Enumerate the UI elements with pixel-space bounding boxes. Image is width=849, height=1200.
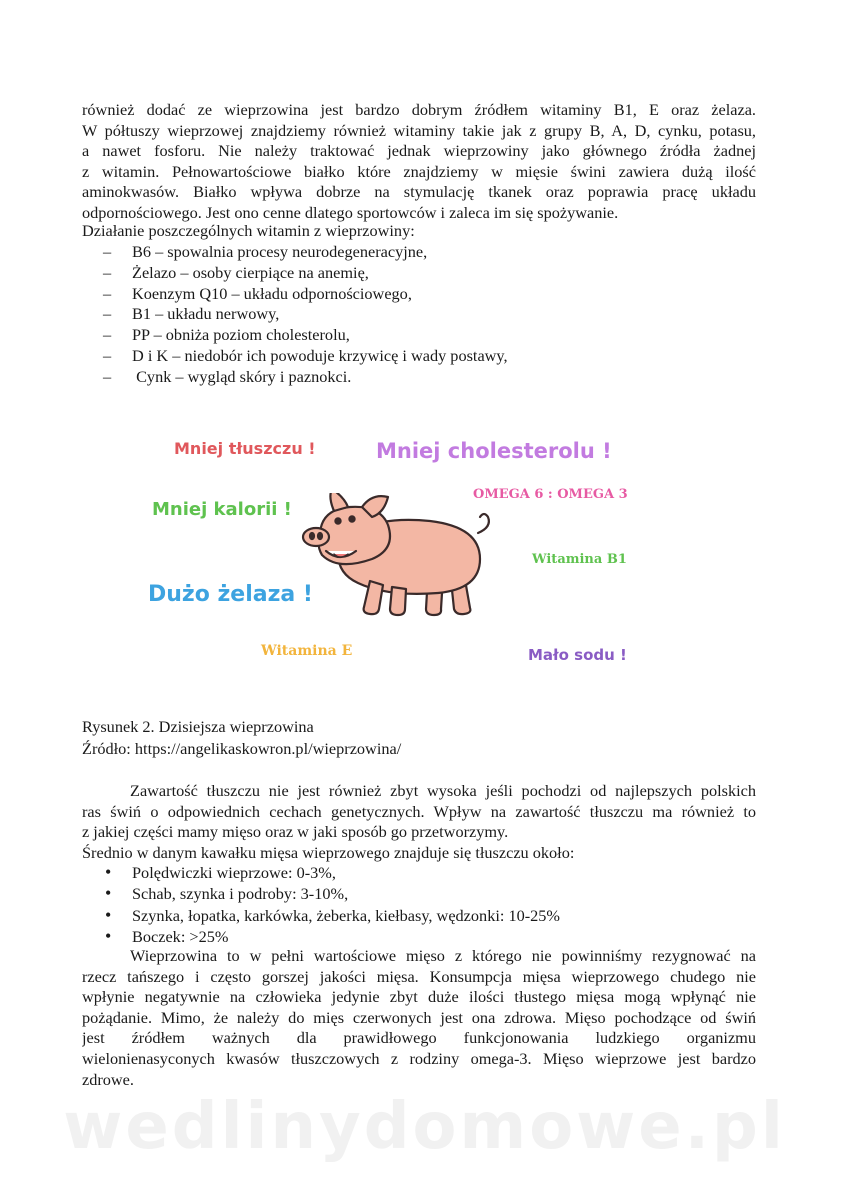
list-item: – PP – obniża poziom cholesterolu, bbox=[103, 325, 508, 346]
text-line: Wieprzowina to w pełni wartościowe mięso z którego nie powinniśmy rezygnować na bbox=[130, 946, 756, 965]
list-item: • Polędwiczki wieprzowe: 0-3%, bbox=[105, 862, 560, 883]
text-line: z jakiej części mamy mięso oraz w jaki sposób go przetworzymy. bbox=[82, 822, 509, 842]
label-less-fat: Mniej tłuszczu ! bbox=[174, 439, 316, 458]
label-vitamin-b1: Witamina B1 bbox=[532, 552, 627, 567]
fat-heading: Średnio w danym kawałku mięsa wieprzowego znajduje się tłuszczu około: bbox=[82, 843, 575, 862]
fat-content-list bbox=[105, 862, 560, 947]
text-line: a nawet fosforu. Nie należy traktować jednak wieprzowiny jako głównego źródła żadnej bbox=[82, 141, 756, 161]
pork-benefits-figure bbox=[140, 425, 670, 675]
vitamins-heading: Działanie poszczególnych witamin z wieprzowiny: bbox=[82, 221, 415, 240]
text-line: pożądanie. Mimo, że należy do mięs czerwonych jest ona zdrowa. Mięso pochodzące od świń bbox=[82, 1007, 756, 1027]
list-item: – B1 – układu nerwowy, bbox=[103, 304, 508, 325]
text-line: również dodać ze wieprzowina jest bardzo dobrym źródłem witaminy B1, E oraz żelaza. bbox=[82, 100, 756, 119]
label-less-calories: Mniej kalorii ! bbox=[152, 499, 292, 520]
text-line: W półtuszy wieprzowej znajdziemy również witaminy takie jak z grupy B, A, D, cynku, potasu, bbox=[82, 120, 756, 140]
pig-icon bbox=[300, 493, 500, 621]
paragraph-fat-content bbox=[82, 781, 756, 843]
label-omega-ratio: OMEGA 6 : OMEGA 3 bbox=[473, 487, 628, 502]
vitamins-list bbox=[103, 242, 508, 388]
list-item: • Szynka, łopatka, karkówka, żeberka, kiełbasy, wędzonki: 10-25% bbox=[105, 905, 560, 926]
text-line: wielonienasyconych kwasów tłuszczowych z rodziny omega-3. Mięso wieprzowe jest bardzo bbox=[82, 1048, 756, 1068]
text-line: wpłynie negatywnie na człowieka jedynie zbyt duże ilości tłustego mięsa mogą wpłynąć nie bbox=[82, 987, 756, 1007]
label-low-sodium: Mało sodu ! bbox=[528, 646, 627, 664]
list-item: – Żelazo – osoby cierpiące na anemię, bbox=[103, 263, 508, 284]
text-line: Zawartość tłuszczu nie jest również zbyt wysoka jeśli pochodzi od najlepszych polskich bbox=[130, 781, 756, 800]
text-line: aminokwasów. Białko wpływa dobrze na stymulację tkanek oraz poprawia pracę układu bbox=[82, 182, 756, 202]
text-line: ras świń o odpowiednich cechach genetycznych. Wpływ na zawartość tłuszczu ma również to bbox=[82, 801, 756, 821]
list-item: – Koenzym Q10 – układu odpornościowego, bbox=[103, 284, 508, 305]
figure-caption-source: Źródło: https://angelikaskowron.pl/wieprzowina/ bbox=[82, 739, 402, 758]
text-line: odpornościowego. Jest ono cenne dlatego sportowców i zaleca im się spożywanie. bbox=[82, 202, 619, 222]
paragraph-pork-nutrients bbox=[82, 100, 756, 224]
paragraph-conclusion bbox=[82, 946, 756, 1090]
list-item: • Schab, szynka i podroby: 3-10%, bbox=[105, 883, 560, 904]
label-less-cholesterol: Mniej cholesterolu ! bbox=[376, 439, 612, 463]
list-item: – Cynk – wygląd skóry i paznokci. bbox=[103, 367, 508, 388]
label-vitamin-e: Witamina E bbox=[261, 643, 353, 659]
list-item: – B6 – spowalnia procesy neurodegeneracyjne, bbox=[103, 242, 508, 263]
list-item: – D i K – niedobór ich powoduje krzywicę i wady postawy, bbox=[103, 346, 508, 367]
text-line: z witamin. Pełnowartościowe białko które znajdziemy w mięsie świni zawiera dużą ilość bbox=[82, 161, 756, 181]
list-item: • Boczek: >25% bbox=[105, 926, 560, 947]
figure-caption-title: Rysunek 2. Dzisiejsza wieprzowina bbox=[82, 717, 314, 736]
label-much-iron: Dużo żelaza ! bbox=[148, 582, 313, 607]
text-line: rzecz tańszego i często gorszej jakości mięsa. Konsumpcja mięsa wieprzowego chudego nie bbox=[82, 966, 756, 986]
text-line: zdrowe. bbox=[82, 1069, 134, 1089]
text-line: jest źródłem ważnych dla prawidłowego funkcjonowania ludzkiego organizmu bbox=[82, 1028, 756, 1048]
watermark: wedlinydomowe.pl bbox=[63, 1090, 786, 1164]
